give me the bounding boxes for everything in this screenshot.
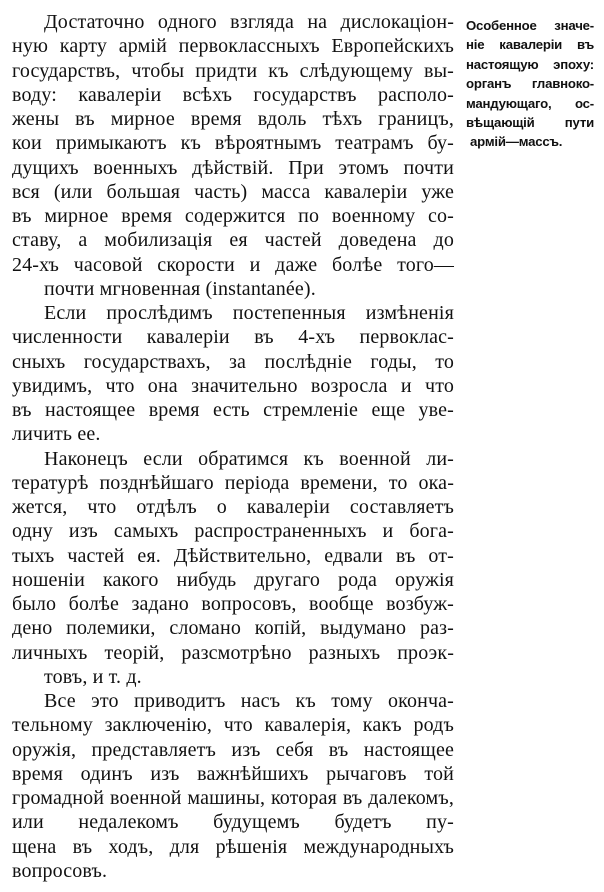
margin-note-line: настоящую эпоху: bbox=[466, 56, 594, 72]
text-line: или недалекомъ будущемъ будетъ пу- bbox=[12, 811, 454, 834]
text-line: ношенiи какого нибудь другаго рода оружiя bbox=[12, 568, 454, 591]
text-line: дущихъ военныхъ дѣйствiй. При этомъ почти bbox=[12, 156, 454, 179]
text-line: государствъ, чтобы придти къ слѣдующему вы- bbox=[12, 59, 454, 82]
margin-note-line: мандующаго, ос- bbox=[466, 95, 594, 111]
text-line: жется, что отдѣлъ о кавалерiи составляетъ bbox=[12, 496, 454, 518]
margin-note-line: Особенное значе- bbox=[466, 18, 594, 33]
text-line: численности кавалерiи въ 4-хъ первоклас- bbox=[12, 326, 454, 349]
text-line: почти мгновенная (instantanée). bbox=[44, 277, 316, 300]
text-line: тельному заключенiю, что кавалерiя, какъ родъ bbox=[12, 714, 454, 737]
text-line: 24-хъ часовой скорости и даже болѣе того— bbox=[12, 253, 454, 276]
text-line: въ настоящее время есть стремленiе еще уве- bbox=[12, 399, 454, 421]
text-line: ставу, а мобилизацiя ея частей доведена до bbox=[12, 229, 454, 252]
margin-note bbox=[466, 16, 594, 152]
text-line: въ мирное время содержится по военному со- bbox=[12, 205, 454, 227]
text-line: дено полемики, сломано копiй, выдумано раз- bbox=[12, 617, 454, 640]
text-line: увидимъ, что она значительно возросла и что bbox=[12, 374, 454, 397]
margin-note-line: армiй—массъ. bbox=[470, 134, 563, 150]
text-line: время одинъ изъ важнѣйшихъ рычаговъ той bbox=[12, 762, 454, 785]
text-line: личить ее. bbox=[12, 423, 101, 446]
text-line: сныхъ государствахъ, за послѣднiе годы, то bbox=[12, 350, 454, 373]
paragraph-start-line: Если прослѣдимъ постепенныя измѣненiя bbox=[44, 302, 454, 324]
margin-note-line: органъ главноко- bbox=[466, 76, 594, 92]
text-line: вопросовъ. bbox=[12, 859, 108, 882]
text-line: товъ, и т. д. bbox=[44, 665, 142, 688]
paragraph-start-line: Все это приводитъ насъ къ тому оконча- bbox=[44, 690, 454, 712]
text-line: жены въ мирное время вдоль тѣхъ границъ, bbox=[12, 108, 454, 130]
text-line: одну изъ самыхъ распространенныхъ и бога- bbox=[12, 520, 454, 543]
text-line: громадной военной машины, которая въ далекомъ, bbox=[12, 787, 454, 809]
margin-note-line: вѣщающiй пути bbox=[466, 114, 594, 130]
text-line: ную карту армiй первоклассныхъ Европейскихъ bbox=[12, 35, 454, 58]
paragraph-start-line: Наконецъ если обратимся къ военной ли- bbox=[44, 447, 454, 470]
text-line: щена въ ходъ, для рѣшенiя международныхъ bbox=[12, 835, 454, 858]
text-line: вся (или большая часть) масса кавалерiи уже bbox=[12, 180, 454, 203]
main-text-column bbox=[12, 10, 454, 883]
text-line: воду: кавалерiи всѣхъ государствъ располо- bbox=[12, 83, 454, 106]
text-line: личныхъ теорiй, разсмотрѣно разныхъ проэк- bbox=[12, 641, 454, 664]
text-line: Достаточно одного взгляда на дислокацiон- bbox=[44, 11, 454, 33]
text-line: кои примыкаютъ къ вѣроятнымъ театрамъ бу- bbox=[12, 132, 454, 155]
margin-note-line: нiе кавалерiи въ bbox=[466, 37, 594, 53]
text-line: тыхъ частей ея. Дѣйствительно, едвали въ от- bbox=[12, 544, 454, 567]
text-line: было болѣе задано вопросовъ, вообще возбуж- bbox=[12, 593, 454, 615]
text-line: оружiя, представляетъ изъ себя въ настоящее bbox=[12, 738, 454, 761]
text-line: тературѣ позднѣйшаго перiода времени, то ока- bbox=[12, 471, 454, 494]
